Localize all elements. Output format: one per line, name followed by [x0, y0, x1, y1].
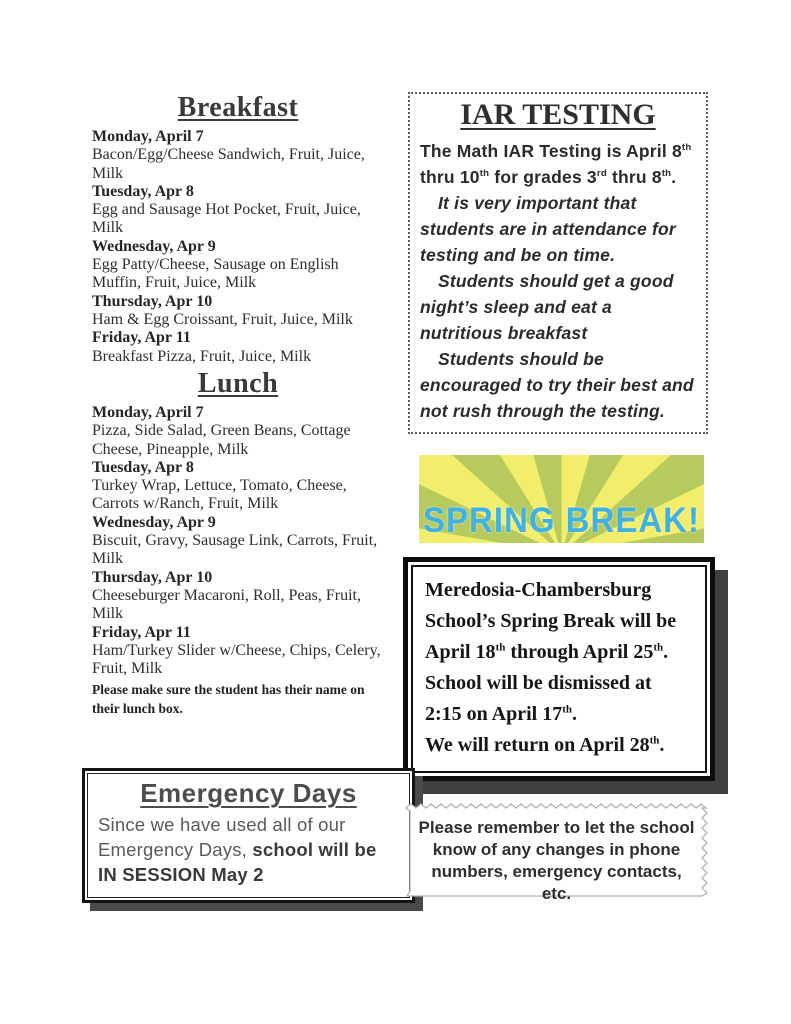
menu-items: Ham & Egg Croissant, Fruit, Juice, Milk	[92, 310, 353, 328]
ordinal-suffix: rd	[596, 168, 607, 180]
menu-entry	[92, 569, 384, 624]
menu-day: Monday, April 7	[92, 128, 204, 145]
text-segment: .	[572, 703, 578, 725]
iar-paragraph-dates	[420, 138, 696, 190]
menu-day: Friday, Apr 11	[92, 329, 191, 347]
ordinal-suffix: th	[479, 168, 490, 180]
menu-items: Egg Patty/Cheese, Sausage on English Muffin, Fruit, Juice, Milk	[92, 256, 339, 292]
text-segment: School will be dismissed at 2:15 on April 17	[425, 672, 652, 725]
reminder-box	[405, 803, 708, 903]
menu-day: Wednesday, Apr 9	[92, 513, 216, 531]
menu-items: Biscuit, Gravy, Sausage Link, Carrots, Fruit, Milk	[92, 532, 378, 568]
menu-day: Thursday, Apr 10	[92, 568, 213, 586]
ordinal-suffix: th	[649, 734, 660, 747]
text-segment: .	[663, 641, 669, 663]
text-segment: thru 10	[420, 167, 480, 187]
text-segment: thru 8	[606, 167, 662, 187]
text-segment: The Math IAR Testing is April 8	[420, 141, 682, 161]
menu-day: Tuesday, Apr 8	[92, 182, 194, 200]
text-segment: .	[659, 734, 665, 756]
menu-day: Tuesday, Apr 8	[92, 458, 194, 476]
text-segment: Meredosia-Chambersburg School’s Spring Break will be April 18	[425, 579, 677, 663]
menu-items: Cheeseburger Macaroni, Roll, Peas, Fruit, Milk	[92, 586, 361, 623]
spring-break-banner	[419, 455, 704, 543]
iar-paragraph-encourage: Students should be encouraged to try their best and not rush through the testing.	[420, 349, 694, 421]
menu-items: Egg and Sausage Hot Pocket, Fruit, Juice, Milk	[92, 201, 361, 237]
ordinal-suffix: th	[653, 641, 664, 654]
ordinal-suffix: th	[661, 168, 672, 180]
menu-entry	[92, 459, 384, 514]
spring-break-info-box	[403, 557, 715, 781]
menu-day: Friday, Apr 11	[92, 623, 191, 641]
spring-break-return-line	[425, 730, 693, 761]
menu-items: Bacon/Egg/Cheese Sandwich, Fruit, Juice, Milk	[92, 146, 365, 182]
ordinal-suffix: th	[495, 641, 506, 654]
iar-title: IAR TESTING	[460, 98, 656, 131]
text-segment: for grades 3	[489, 167, 597, 187]
lunch-menu	[92, 368, 384, 718]
menu-items: Breakfast Pizza, Fruit, Juice, Milk	[92, 347, 312, 365]
emergency-days-inner	[87, 773, 410, 898]
emergency-days-body	[98, 812, 399, 887]
menu-entry	[92, 514, 384, 569]
menu-entry	[92, 329, 384, 366]
spring-break-banner-text: SPRING BREAK!	[422, 499, 701, 540]
menu-items: Pizza, Side Salad, Green Beans, Cottage Cheese, Pineapple, Milk	[92, 422, 351, 458]
breakfast-menu	[92, 92, 384, 366]
menu-items: Turkey Wrap, Lettuce, Tomato, Cheese, Carrots w/Ranch, Fruit, Milk	[92, 477, 347, 513]
text-segment: through April 25	[505, 641, 654, 663]
text-segment: .	[671, 167, 677, 187]
emergency-days-title: Emergency Days	[140, 778, 357, 808]
spring-break-dates-line	[425, 575, 693, 668]
menu-entry	[92, 183, 384, 238]
menu-entry	[92, 128, 384, 183]
emergency-bold-segment: school will be IN SESSION May 2	[98, 839, 377, 885]
reminder-text: Please remember to let the school know of any changes in phone numbers, emergency contacts, etc.	[418, 818, 695, 903]
text-segment: Since we have used all of our Emergency Days,	[98, 814, 346, 860]
menu-entry	[92, 238, 384, 293]
menu-entry	[92, 293, 384, 330]
menu-day: Wednesday, Apr 9	[92, 237, 216, 255]
menu-items: Ham/Turkey Slider w/Cheese, Chips, Celery, Fruit, Milk	[92, 641, 381, 678]
menu-entry	[92, 624, 384, 679]
lunch-title: Lunch	[197, 368, 279, 399]
ordinal-suffix: th	[681, 142, 692, 154]
iar-testing-box	[408, 92, 708, 434]
breakfast-title: Breakfast	[177, 92, 299, 123]
menu-day: Thursday, Apr 10	[92, 292, 213, 310]
spring-break-info-inner	[411, 565, 707, 773]
lunch-note: Please make sure the student has their name on their lunch box.	[92, 682, 365, 717]
text-segment: We will return on April 28	[425, 734, 650, 756]
iar-paragraph-attendance: It is very important that students are in attendance for testing and be on time.	[420, 193, 676, 265]
iar-paragraph-sleep: Students should get a good night’s sleep and eat a nutritious breakfast	[420, 271, 674, 343]
menu-entry	[92, 404, 384, 459]
spring-break-dismissal-line	[425, 668, 693, 730]
emergency-days-box	[82, 768, 415, 903]
ordinal-suffix: th	[562, 703, 573, 716]
menu-day: Monday, April 7	[92, 404, 204, 421]
